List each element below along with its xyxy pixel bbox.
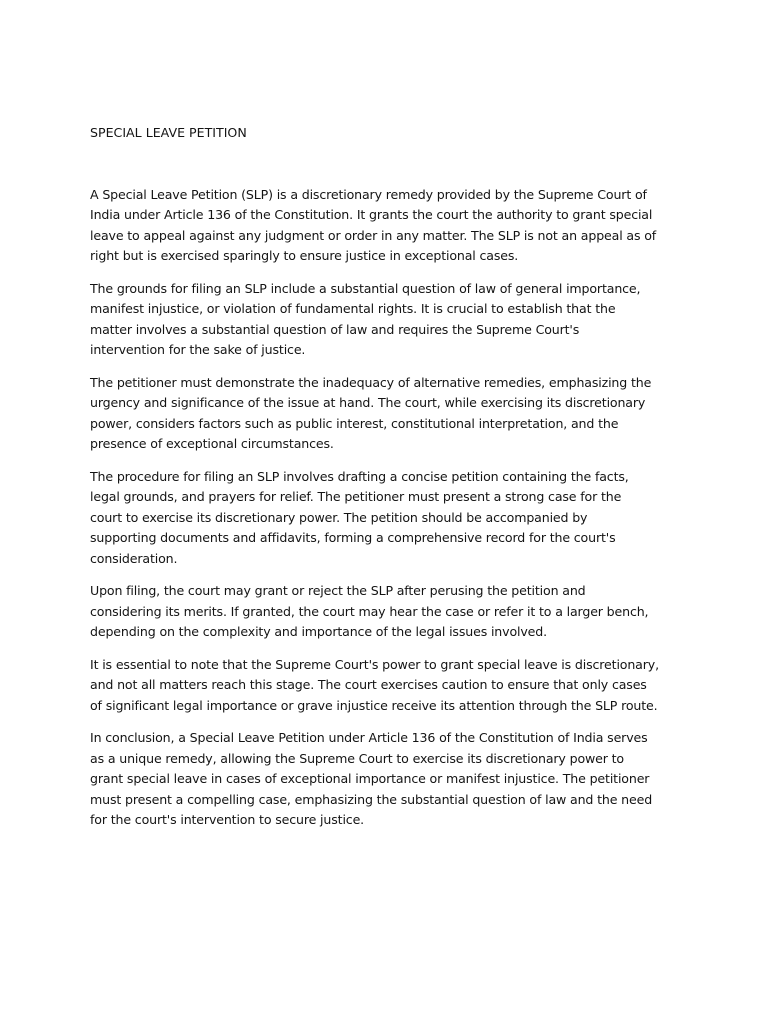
paragraph-line: A Special Leave Petition (SLP) is a discretionary remedy provided by the Supreme Court of [90, 186, 647, 202]
paragraph-2 [90, 279, 690, 361]
paragraph-line: depending on the complexity and importance of the legal issues involved. [90, 624, 547, 639]
paragraph-5 [90, 581, 690, 643]
paragraph-line: matter involves a substantial question of law and requires the Supreme Court's [90, 321, 580, 337]
paragraph-line: of significant legal importance or grave injustice receive its attention through the SLP route. [90, 697, 658, 713]
paragraph-6 [90, 655, 690, 717]
paragraph-7 [90, 728, 690, 831]
document-body [90, 123, 690, 843]
paragraph-line: urgency and significance of the issue at hand. The court, while exercising its discretionary [90, 395, 646, 410]
paragraph-line: manifest injustice, or violation of fundamental rights. It is crucial to establish that the [90, 301, 616, 316]
paragraph-3 [90, 373, 690, 455]
paragraph-line: The grounds for filing an SLP include a substantial question of law of general importance, [90, 280, 641, 296]
paragraph-line: and not all matters reach this stage. The court exercises caution to ensure that only cases [90, 677, 647, 692]
paragraph-line: court to exercise its discretionary power. The petition should be accompanied by [90, 509, 588, 525]
paragraph-line: must present a compelling case, emphasizing the substantial question of law and the need [90, 791, 653, 807]
paragraph-1 [90, 185, 690, 267]
paragraph-line: leave to appeal against any judgment or order in any matter. The SLP is not an appeal as of [90, 227, 657, 243]
paragraph-line: presence of exceptional circumstances. [90, 436, 334, 451]
paragraph-line: grant special leave in cases of exceptional importance or manifest injustice. The petitioner [90, 771, 650, 786]
paragraph-line: right but is exercised sparingly to ensure justice in exceptional cases. [90, 248, 519, 263]
document-title: SPECIAL LEAVE PETITION [90, 125, 247, 140]
paragraph-line: The procedure for filing an SLP involves drafting a concise petition containing the facts, [90, 468, 629, 484]
paragraph-line: In conclusion, a Special Leave Petition under Article 136 of the Constitution of India serves [90, 730, 648, 745]
paragraph-line: considering its merits. If granted, the court may hear the case or refer it to a larger bench, [90, 603, 649, 619]
paragraph-line: intervention for the sake of justice. [90, 342, 306, 357]
paragraph-line: consideration. [90, 550, 178, 566]
paragraph-line: India under Article 136 of the Constitution. It grants the court the authority to grant special [90, 207, 653, 222]
paragraph-line: It is essential to note that the Supreme Court's power to grant special leave is discretionary, [90, 656, 659, 672]
paragraph-line: power, considers factors such as public interest, constitutional interpretation, and the [90, 415, 619, 431]
paragraph-line: supporting documents and affidavits, forming a comprehensive record for the court's [90, 530, 616, 545]
paragraph-4 [90, 467, 690, 570]
paragraph-line: The petitioner must demonstrate the inadequacy of alternative remedies, emphasizing the [90, 374, 652, 390]
paragraph-line: legal grounds, and prayers for relief. The petitioner must present a strong case for the [90, 489, 622, 504]
paragraph-line: as a unique remedy, allowing the Supreme Court to exercise its discretionary power to [90, 750, 624, 766]
paragraph-line: Upon filing, the court may grant or reject the SLP after perusing the petition and [90, 583, 586, 598]
paragraph-line: for the court's intervention to secure justice. [90, 812, 365, 827]
